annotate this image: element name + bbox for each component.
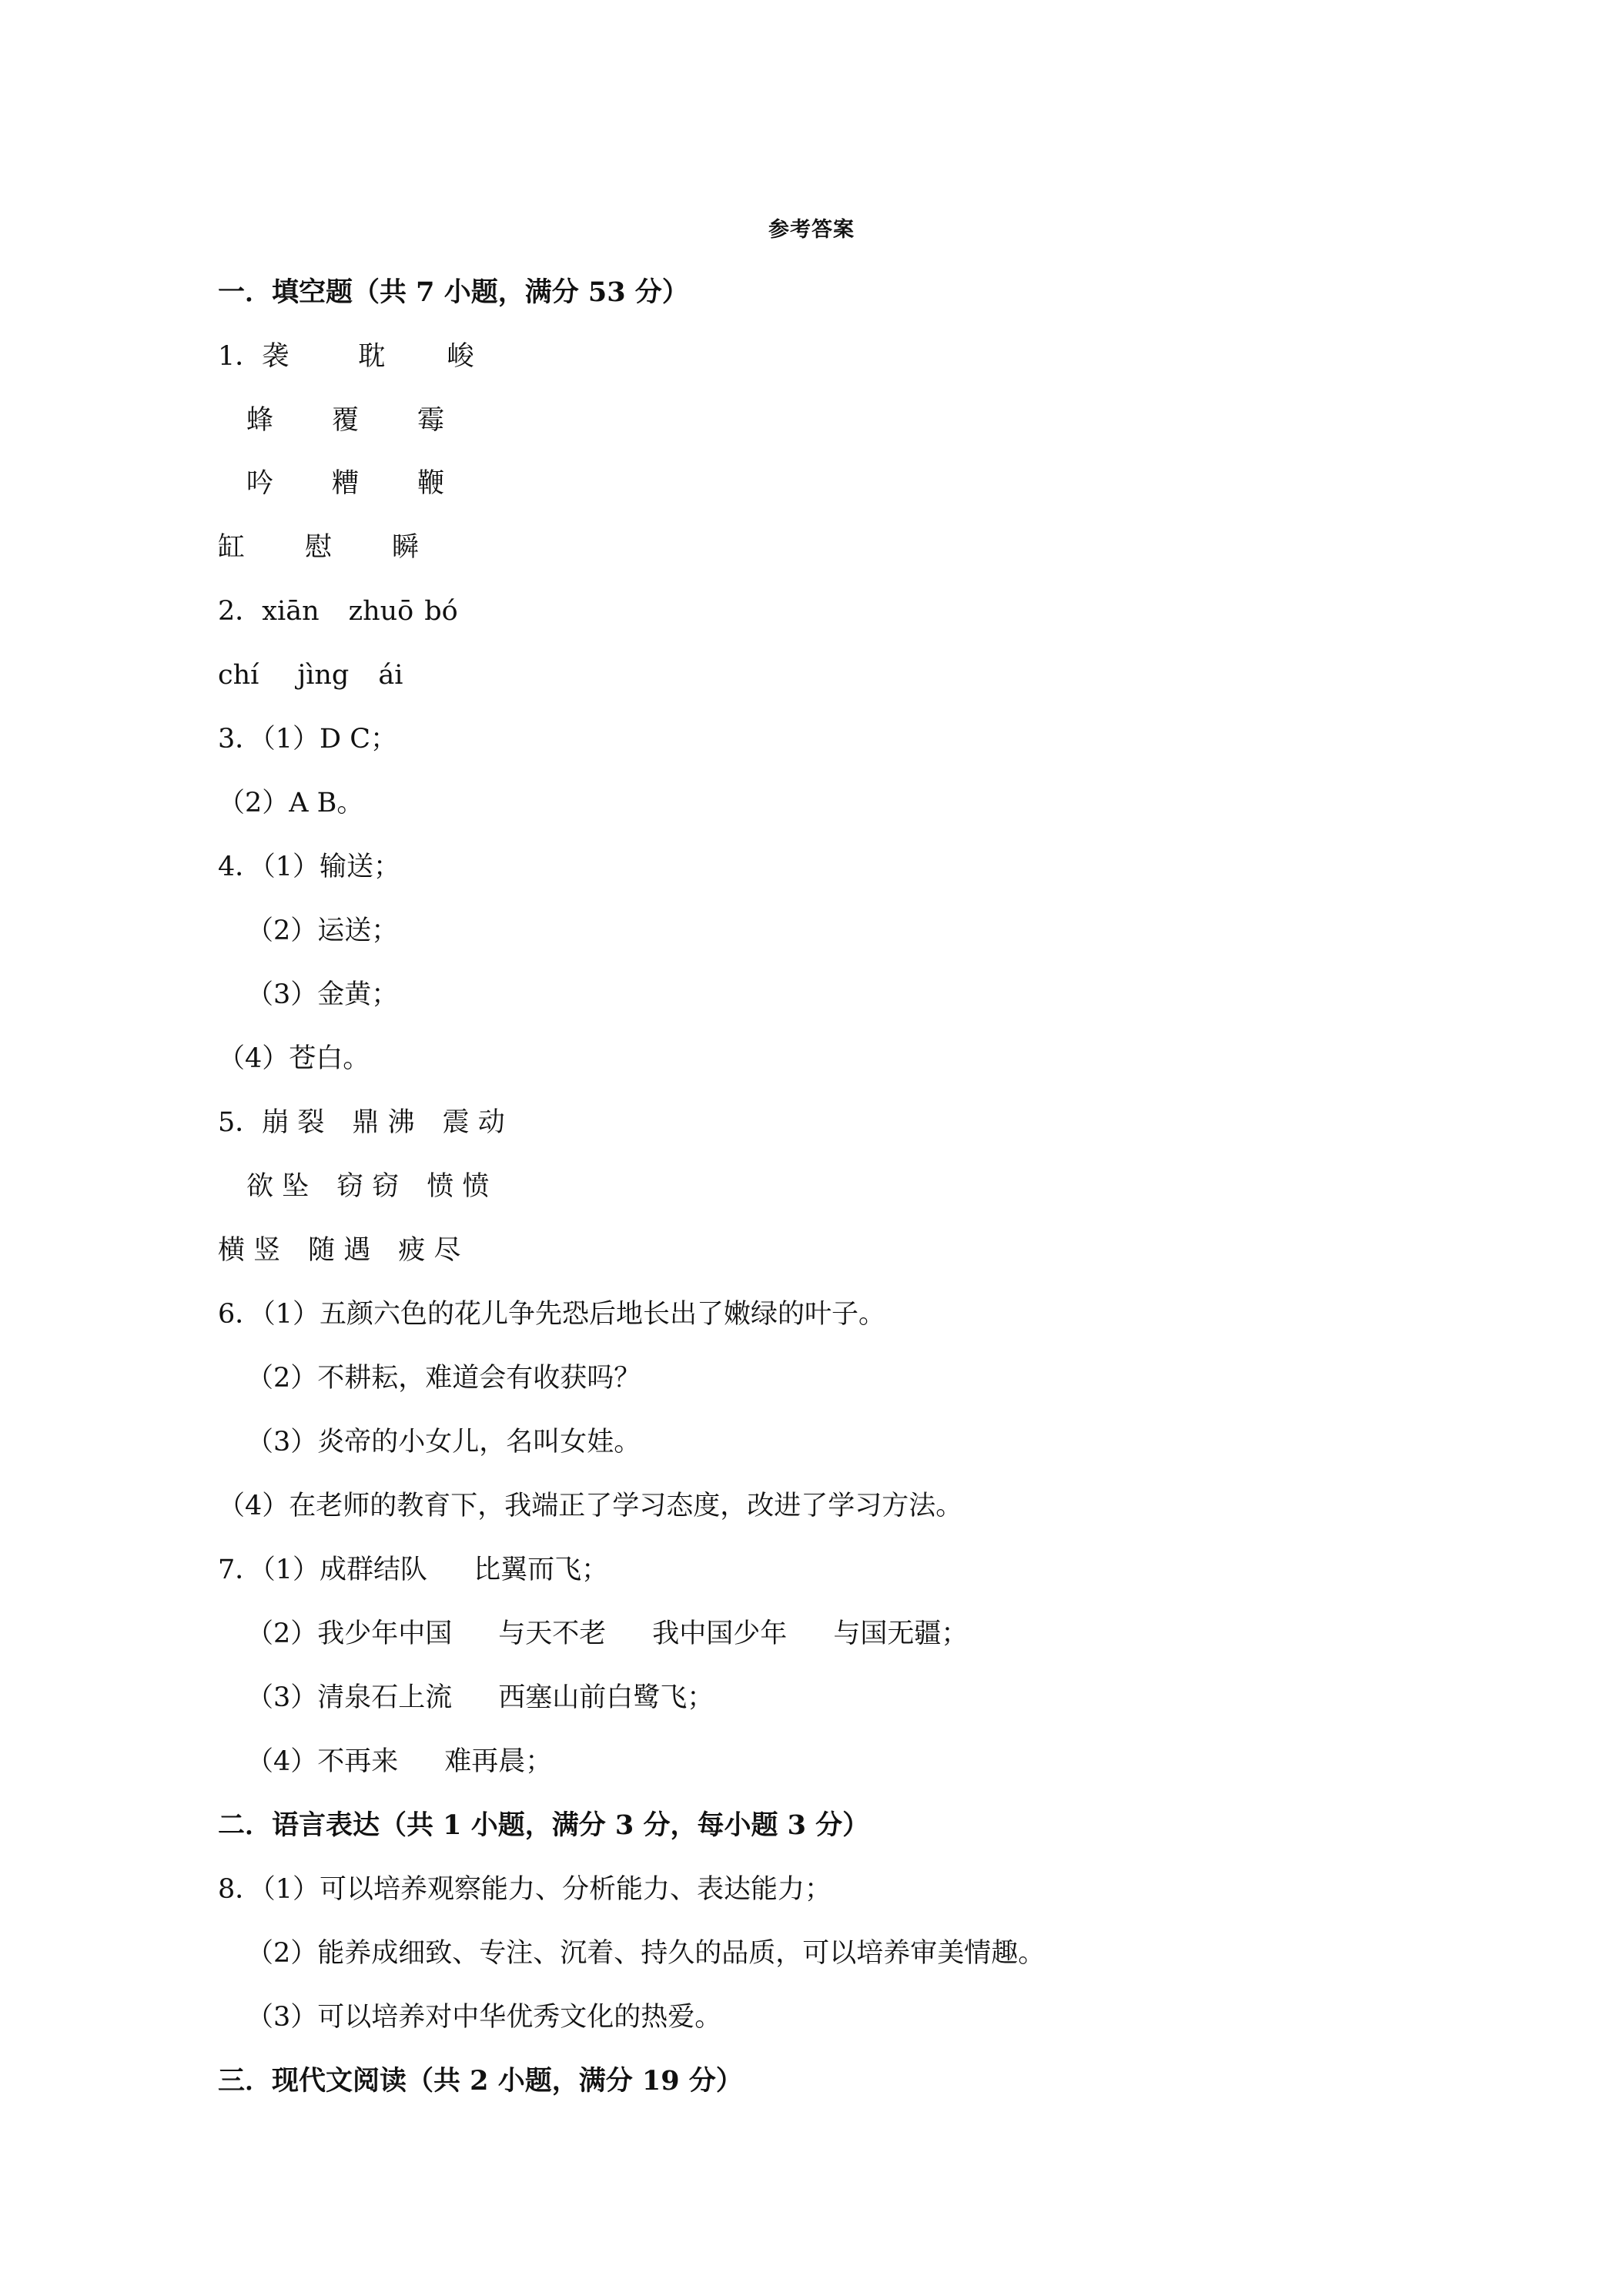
q1-char: 袭 [262, 341, 289, 372]
q2-row-1 [218, 594, 458, 628]
q5-word: 横 竖 [218, 1235, 281, 1266]
q1-number: 1． [218, 341, 263, 372]
q5-word: 震 动 [442, 1107, 505, 1138]
q3-line-1 [218, 722, 397, 756]
q1-char: 瞬 [392, 532, 420, 563]
q2-number: 2． [218, 596, 263, 627]
q3-line-2: （2）A B。 [218, 788, 364, 818]
q4-number: 4． [218, 852, 263, 882]
q2-pinyin: chí [218, 660, 259, 691]
q5-row-3 [218, 1233, 460, 1267]
q8-number: 8． [218, 1874, 263, 1905]
q1-char: 耽 [358, 341, 386, 372]
q6-answer: （1）五颜六色的花儿争先恐后地长出了嫩绿的叶子。 [262, 1299, 886, 1330]
q7-phrase: 比翼而飞； [474, 1555, 609, 1585]
q6-line-2: （2）不耕耘，难道会有收获吗？ [246, 1363, 641, 1394]
q5-word: 崩 裂 [262, 1107, 325, 1138]
q2-pinyin: jìng [297, 660, 350, 691]
q5-word: 窃 窃 [336, 1171, 400, 1202]
q4-answer: （1）输送； [262, 852, 401, 882]
q5-row-2 [246, 1170, 489, 1203]
page-title: 参考答案 [768, 218, 855, 242]
q8-line-3: （3）可以培养对中华优秀文化的热爱。 [246, 2002, 722, 2033]
q1-char: 缸 [218, 532, 246, 563]
q2-pinyin: bó [424, 596, 458, 627]
q7-phrase: 我中国少年 [652, 1618, 788, 1649]
q1-char: 鞭 [417, 468, 445, 499]
q1-row-2 [246, 403, 444, 437]
q1-row-3 [246, 467, 444, 500]
q5-word: 随 遇 [308, 1235, 371, 1266]
q1-row-1 [218, 340, 474, 373]
q2-pinyin: ái [378, 660, 403, 691]
q6-line-3: （3）炎帝的小女儿，名叫女娃。 [246, 1427, 641, 1458]
q4-line-3: （3）金黄； [246, 979, 399, 1010]
q7-phrase: （3）清泉石上流 [246, 1682, 453, 1713]
section-3-heading: 三．现代文阅读（共 2 小题，满分 19 分） [218, 2065, 743, 2097]
q1-char: 慰 [305, 532, 333, 563]
q2-row-2 [218, 658, 403, 692]
q8-line-2: （2）能养成细致、专注、沉着、持久的品质，可以培养审美情趣。 [246, 1938, 1046, 1969]
q5-number: 5． [218, 1107, 263, 1138]
q4-line-4: （4）苍白。 [218, 1043, 370, 1074]
q1-char: 霉 [417, 405, 445, 436]
q7-phrase: （1）成群结队 [262, 1555, 428, 1585]
q1-char: 吟 [246, 468, 274, 499]
q7-phrase: （2）我少年中国 [246, 1618, 453, 1649]
q7-line-3 [246, 1681, 714, 1715]
q5-word: 愤 愤 [427, 1171, 490, 1202]
q5-word: 欲 坠 [246, 1171, 310, 1202]
q8-answer: （1）可以培养观察能力、分析能力、表达能力； [262, 1874, 832, 1905]
q7-phrase: 与天不老 [498, 1618, 607, 1649]
q3-number: 3． [218, 724, 263, 755]
q7-line-2 [246, 1617, 968, 1651]
q2-pinyin: xiān [262, 596, 320, 627]
q4-line-2: （2）运送； [246, 915, 399, 946]
section-2-heading: 二．语言表达（共 1 小题，满分 3 分，每小题 3 分） [218, 1809, 870, 1841]
q5-word: 鼎 沸 [352, 1107, 415, 1138]
q1-char: 覆 [332, 405, 360, 436]
q7-phrase: 与国无疆； [833, 1618, 969, 1649]
q7-phrase: （4）不再来 [246, 1746, 399, 1777]
q5-word: 疲 尽 [398, 1235, 461, 1266]
q7-phrase: 难再晨； [444, 1746, 553, 1777]
section-1-heading: 一．填空题（共 7 小题，满分 53 分） [218, 276, 689, 308]
q2-pinyin: zhuō [348, 596, 414, 627]
q3-answer: （1）D C； [262, 724, 398, 755]
q1-char: 峻 [447, 341, 474, 372]
q6-number: 6． [218, 1299, 263, 1330]
q8-line-1 [218, 1873, 832, 1906]
q7-phrase: 西塞山前白鹭飞； [498, 1682, 714, 1713]
q6-line-1 [218, 1297, 885, 1331]
q7-line-4 [246, 1745, 552, 1779]
q1-char: 糟 [332, 468, 360, 499]
q5-row-1 [218, 1106, 505, 1140]
q1-char: 蜂 [246, 405, 274, 436]
q7-number: 7． [218, 1555, 263, 1585]
q4-line-1 [218, 850, 400, 884]
q7-line-1 [218, 1553, 608, 1587]
q6-line-4: （4）在老师的教育下，我端正了学习态度，改进了学习方法。 [218, 1491, 963, 1521]
q1-row-4 [218, 530, 419, 564]
